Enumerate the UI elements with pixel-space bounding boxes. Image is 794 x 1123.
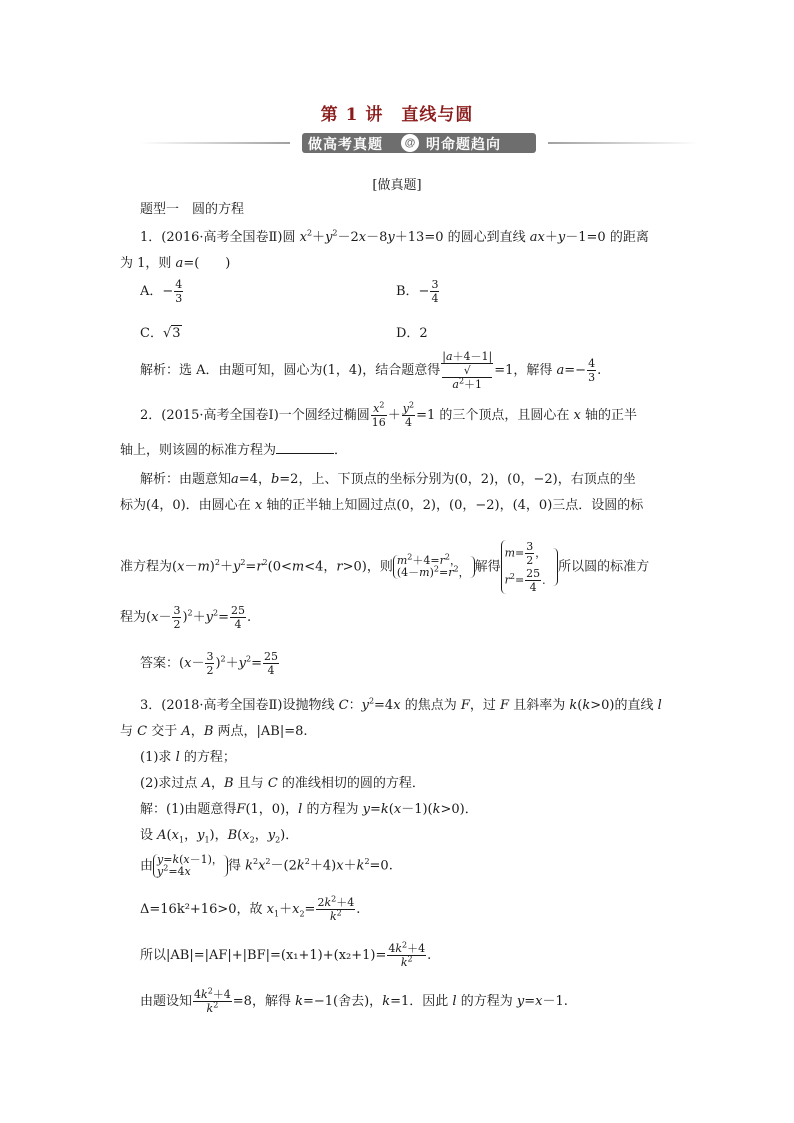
q2-solution-line4: 程为(x－ $\frac{3}{2}$ )$^2+y^2=$ $\frac{25}{4}$ . xyxy=(120,604,252,631)
topic-heading: 题型一 圆的方程 xyxy=(140,202,245,217)
section-banner xyxy=(290,131,548,155)
q1-stem-line2: 为 1，则 a=( ) xyxy=(120,256,231,271)
q1-option-a: A．− $\frac{4}{3}$ xyxy=(140,278,183,305)
q1-solution: 解析：选 A．由题可知，圆心为(1，4)，结合题意得 |a＋4－1| √ $a^2+1$ =1，解得 a=− $\frac{4}{3}$ . xyxy=(140,350,602,391)
banner-badge-icon: @ xyxy=(401,134,419,152)
section-label: [做真题] xyxy=(372,178,422,193)
q3-part2: (2)求过点 A，B 且与 C 的准线相切的圆的方程． xyxy=(140,776,425,791)
banner-left-text: 做高考真题 xyxy=(308,137,383,153)
q1-option-d: D．2 xyxy=(396,326,428,341)
q2-stem-line1: 2．(2015·高考全国卷Ⅰ)一个圆经过椭圆 $\frac{x^2}{16}$ ＋ $\frac{y^2}{4}$ =1 的三个顶点，且圆心在 x 轴的正半 xyxy=(140,400,638,429)
q2-solution-line2: 标为(4，0)．由圆心在 x 轴的正半轴上知圆过点(0，2)，(0，−2)，(4，0)三点．设圆的标 xyxy=(120,498,644,513)
q1-option-b: B．− $\frac{3}{4}$ xyxy=(396,278,439,305)
q3-stem-line1: 3．(2018·高考全国卷Ⅱ)设抛物线 C：$y^2=4x$ 的焦点为 F，过 F 且斜率为 k(k>0)的直线 l xyxy=(140,696,662,713)
q3-solution-line1: 解：(1)由题意得F(1，0)，l 的方程为 y=k(x－1)(k>0)． xyxy=(140,802,478,817)
banner-rule-left xyxy=(140,142,290,144)
q2-solution-line1: 解析：由题意知a=4，b=2，上、下顶点的坐标分别为(0，2)，(0，−2)，右顶点的坐 xyxy=(140,472,636,487)
q2-stem-line2: 轴上，则该圆的标准方程为 ． xyxy=(120,443,348,458)
q1-option-c: C．√3 xyxy=(140,326,181,341)
q1-stem-line1: 1．(2016·高考全国卷Ⅱ)圆 $x^2+y^2-2x-8y+13=0$ 的圆心到直线 ax＋y－1=0 的距离 xyxy=(140,228,649,245)
q3-solution-line2: 设 $A(x_1$，$y_1$)，$B(x_2$，$y_2$)． xyxy=(140,828,299,845)
q3-solution-line4: Δ=16k²+16>0，故 $x_1+x_2=$ $\frac{2k^2+4}{k^2}$ . xyxy=(140,894,361,923)
q3-stem-line2: 与 C 交于 A，B 两点，|AB|=8. xyxy=(120,724,308,739)
q3-solution-line5: 所以|AB|=|AF|+|BF|=(x₁+1)+(x₂+1)= $\frac{4k^2+4}{k^2}$ . xyxy=(140,940,432,969)
page-title: 第 1 讲 直线与圆 xyxy=(320,105,474,125)
answer-blank xyxy=(276,443,334,454)
q2-solution-line3: 准方程为$(x-m)^2+y^2=r^2(0<m<4$，r>0)，则 $m^2+4=r^2$， $(4-m)^2=r^2$， 解得m= $\frac{3}{2}$ ， $r^2=$ $\frac{25}{4}$ ．所以圆的标准方 xyxy=(120,540,650,594)
q3-part1: (1)求 l 的方程； xyxy=(140,750,236,765)
q3-solution-line3: 由 y=k(x－1)， $y^2=4x$ 得 $k^2x^2-(2k^2+4)x+k^2=0$. xyxy=(140,853,393,878)
banner-right-text: 明命题趋向 xyxy=(426,137,501,153)
banner-rule-right xyxy=(548,142,698,144)
q2-answer: 答案：(x－ $\frac{3}{2}$ )$^2+y^2=$ $\frac{25}{4}$ xyxy=(140,650,278,677)
q3-solution-line6: 由题设知 $\frac{4k^2+4}{k^2}$ =8，解得 k=−1(舍去)，k=1．因此 l 的方程为 y=x－1. xyxy=(140,986,568,1015)
